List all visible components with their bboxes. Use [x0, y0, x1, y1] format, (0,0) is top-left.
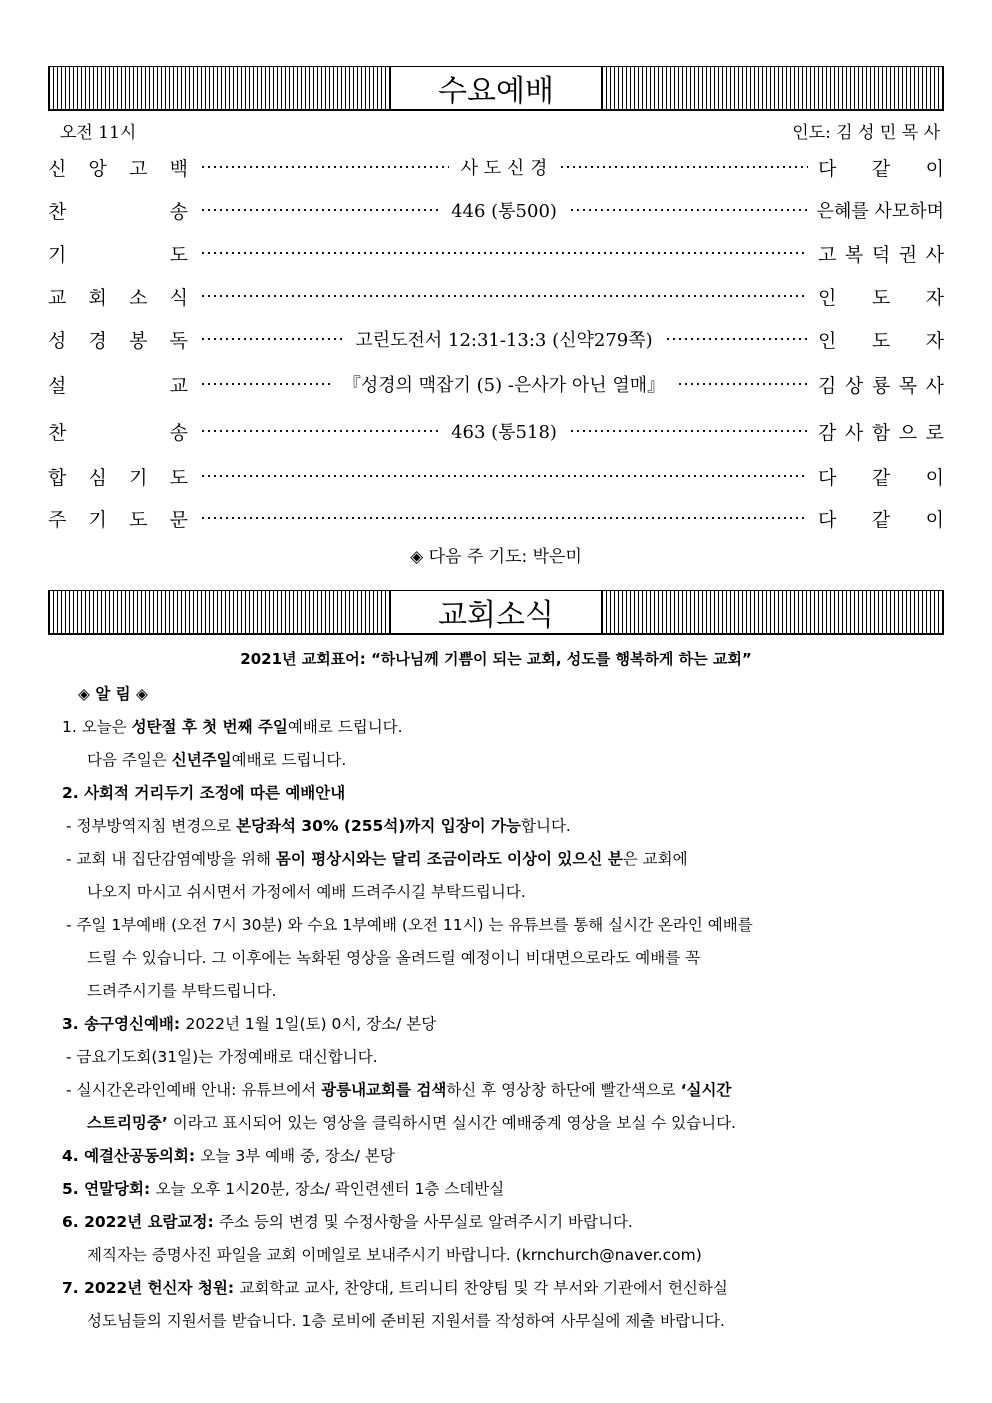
notice-7: 7. 2022년 헌신자 청원: 교회학교 교사, 찬양대, 트리니티 찬양팀 및 각 부서와 기관에서 헌신하실: [62, 1279, 728, 1297]
service-item-detail: 463 (통518): [451, 422, 557, 443]
dot-leader: [200, 516, 808, 520]
person-char: 이: [925, 508, 944, 531]
service-item-person: [818, 371, 944, 398]
banner-hatch-right: [602, 67, 943, 109]
label-char: 찬: [48, 200, 67, 223]
label-char: 도: [169, 466, 188, 489]
label-char: 도: [129, 508, 148, 531]
service-row: [48, 238, 944, 268]
person-char: 룡: [871, 374, 891, 397]
service-item-person: [818, 505, 944, 532]
person-char: 권: [898, 243, 918, 266]
notice-2: 2. 사회적 거리두기 조정에 따른 예배안내: [62, 784, 346, 802]
news-title: 교회소식: [390, 591, 602, 633]
label-char: 송: [169, 421, 188, 444]
label-char: 경: [88, 329, 107, 352]
label-char: 문: [169, 508, 188, 531]
label-char: 설: [48, 374, 67, 397]
dot-leader: [200, 294, 808, 298]
service-row: [48, 152, 944, 182]
label-char: 합: [48, 466, 67, 489]
service-item-label: [48, 240, 188, 267]
person-char: 같: [871, 508, 891, 531]
notice-2b: - 교회 내 집단감염예방을 위해 몸이 평상시와는 달리 조금이라도 이상이 있으신 분은 교회에: [66, 850, 688, 868]
notice-2b-cont: 나오지 마시고 쉬시면서 가정에서 예배 드려주시길 부탁드립니다.: [87, 883, 526, 901]
notice-1-cont: 다음 주일은 신년주일예배로 드립니다.: [87, 751, 347, 769]
person-char: 고: [818, 243, 837, 266]
person-char: 복: [844, 243, 864, 266]
service-row: [48, 324, 944, 354]
worship-title: 수요예배: [390, 67, 602, 109]
service-item-person: [818, 463, 944, 490]
dot-leader: [200, 251, 808, 255]
news-banner: [48, 590, 944, 634]
label-char: 봉: [129, 329, 148, 352]
notice-3a: - 금요기도회(31일)는 가정예배로 대신합니다.: [66, 1048, 378, 1066]
person-char: 다: [818, 466, 837, 489]
news-rule: [48, 634, 944, 635]
service-item-person: [818, 283, 944, 310]
notice-7-cont: 성도님들의 지원서를 받습니다. 1층 로비에 준비된 지원서를 작성하여 사무실에 제출 바랍니다.: [87, 1312, 725, 1330]
dot-leader: [200, 418, 808, 444]
service-item-person: [818, 418, 944, 445]
dot-leader: [200, 474, 808, 478]
label-char: 고: [129, 157, 148, 180]
service-item-person: [818, 326, 944, 353]
service-row: [48, 503, 944, 533]
notice-5: 5. 연말당회: 오늘 오후 1시20분, 장소/ 곽인련센터 1층 스데반실: [62, 1180, 505, 1198]
service-row: [48, 281, 944, 311]
service-item-person: [818, 154, 944, 181]
label-char: 앙: [88, 157, 107, 180]
service-item-label: [48, 505, 188, 532]
dot-leader: [200, 326, 808, 352]
person-char: 이: [925, 466, 944, 489]
label-char: 기: [88, 508, 107, 531]
person-char: 감: [818, 421, 837, 444]
notice-list: [62, 678, 932, 1338]
banner-hatch-left: [49, 591, 390, 633]
church-motto: 2021년 교회표어: “하나님께 기쁨이 되는 교회, 성도를 행복하게 하는 교회”: [240, 650, 752, 668]
notice-2c-cont1: 드릴 수 있습니다. 그 이후에는 녹화된 영상을 올려드릴 예정이니 비대면으로라도 예배를 꼭: [87, 949, 701, 967]
person-char: 상: [844, 374, 864, 397]
person-char: 인: [818, 286, 837, 309]
label-char: 기: [129, 466, 148, 489]
person-char: 같: [871, 466, 891, 489]
service-item-person: 은혜를 사모하며: [816, 201, 944, 222]
service-item-label: [48, 283, 188, 310]
service-item-label: [48, 463, 188, 490]
service-item-label: [48, 371, 188, 398]
label-char: 식: [169, 286, 188, 309]
person-char: 인: [818, 329, 837, 352]
service-item-person: [818, 240, 944, 267]
label-char: 소: [129, 286, 148, 309]
person-char: 로: [925, 421, 944, 444]
service-row: [48, 369, 944, 399]
label-char: 찬: [48, 421, 67, 444]
dot-leader: [200, 197, 808, 223]
service-item-label: [48, 418, 188, 445]
service-item-detail: 『성경의 맥잡기 (5) -은사가 아닌 열매』: [342, 375, 666, 396]
service-row: [48, 416, 944, 446]
person-char: 사: [925, 243, 944, 266]
notice-2a: - 정부방역지침 변경으로 본당좌석 30% (255석)까지 입장이 가능합니다.: [66, 817, 571, 835]
label-char: 교: [169, 374, 188, 397]
notice-heading: ◈ 알 림 ◈: [78, 685, 148, 703]
person-char: 덕: [871, 243, 891, 266]
worship-banner: [48, 66, 944, 110]
worship-leader: 인도: 김 성 민 목 사: [792, 123, 940, 143]
person-char: 김: [818, 374, 837, 397]
notice-6-cont: 제직자는 증명사진 파일을 교회 이메일로 보내주시기 바랍니다. (krnchurch@naver.com): [87, 1246, 702, 1264]
notice-3b-cont: 스트리밍중’ 이라고 표시되어 있는 영상을 클릭하시면 실시간 예배중계 영상을 보실 수 있습니다.: [87, 1114, 736, 1132]
person-char: 같: [871, 157, 891, 180]
person-char: 이: [925, 157, 944, 180]
notice-4: 4. 예결산공동의회: 오늘 3부 예배 중, 장소/ 본당: [62, 1147, 395, 1165]
label-char: 교: [48, 286, 67, 309]
banner-hatch-left: [49, 67, 390, 109]
label-char: 기: [48, 243, 67, 266]
label-char: 독: [169, 329, 188, 352]
service-item-detail: 446 (통500): [451, 201, 557, 222]
label-char: 도: [169, 243, 188, 266]
worship-rule: [48, 110, 944, 111]
person-char: 사: [844, 421, 864, 444]
person-char: 도: [871, 286, 891, 309]
service-row: [48, 461, 944, 491]
person-char: 자: [925, 329, 944, 352]
label-char: 주: [48, 508, 67, 531]
notice-3b: - 실시간온라인예배 안내: 유튜브에서 광릉내교회를 검색하신 후 영상창 하단에 빨간색으로 ‘실시간: [66, 1081, 732, 1099]
service-item-label: [48, 154, 188, 181]
worship-time: 오전 11시: [60, 123, 137, 143]
person-char: 사: [925, 374, 944, 397]
person-char: 다: [818, 157, 837, 180]
person-char: 자: [925, 286, 944, 309]
label-char: 송: [169, 200, 188, 223]
banner-hatch-right: [602, 591, 943, 633]
notice-6: 6. 2022년 요람교정: 주소 등의 변경 및 수정사항을 사무실로 알려주시기 바랍니다.: [62, 1213, 633, 1231]
label-char: 신: [48, 157, 67, 180]
label-char: 회: [88, 286, 107, 309]
label-char: 심: [88, 466, 107, 489]
person-char: 함: [871, 421, 891, 444]
notice-2c: - 주일 1부예배 (오전 7시 30분) 와 수요 1부예배 (오전 11시) 는 유튜브를 통해 실시간 온라인 예배를: [66, 916, 753, 934]
person-char: 도: [871, 329, 891, 352]
dot-leader: [200, 154, 808, 180]
service-row: [48, 195, 944, 225]
notice-2c-cont2: 드려주시기를 부탁드립니다.: [87, 982, 277, 1000]
service-item-detail: 고린도전서 12:31-13:3 (신약279쪽): [355, 330, 653, 351]
person-char: 으: [898, 421, 918, 444]
notice-3: 3. 송구영신예배: 2022년 1월 1일(토) 0시, 장소/ 본당: [62, 1015, 437, 1033]
label-char: 성: [48, 329, 67, 352]
person-char: 목: [898, 374, 918, 397]
service-item-label: [48, 197, 188, 224]
service-item-label: [48, 326, 188, 353]
service-item-detail: 사 도 신 경: [460, 158, 548, 179]
next-week-prayer: ◈ 다음 주 기도: 박은미: [410, 547, 582, 567]
dot-leader: [200, 371, 808, 397]
notice-1: 1. 오늘은 성탄절 후 첫 번째 주일예배로 드립니다.: [62, 718, 403, 736]
person-char: 다: [818, 508, 837, 531]
label-char: 백: [169, 157, 188, 180]
